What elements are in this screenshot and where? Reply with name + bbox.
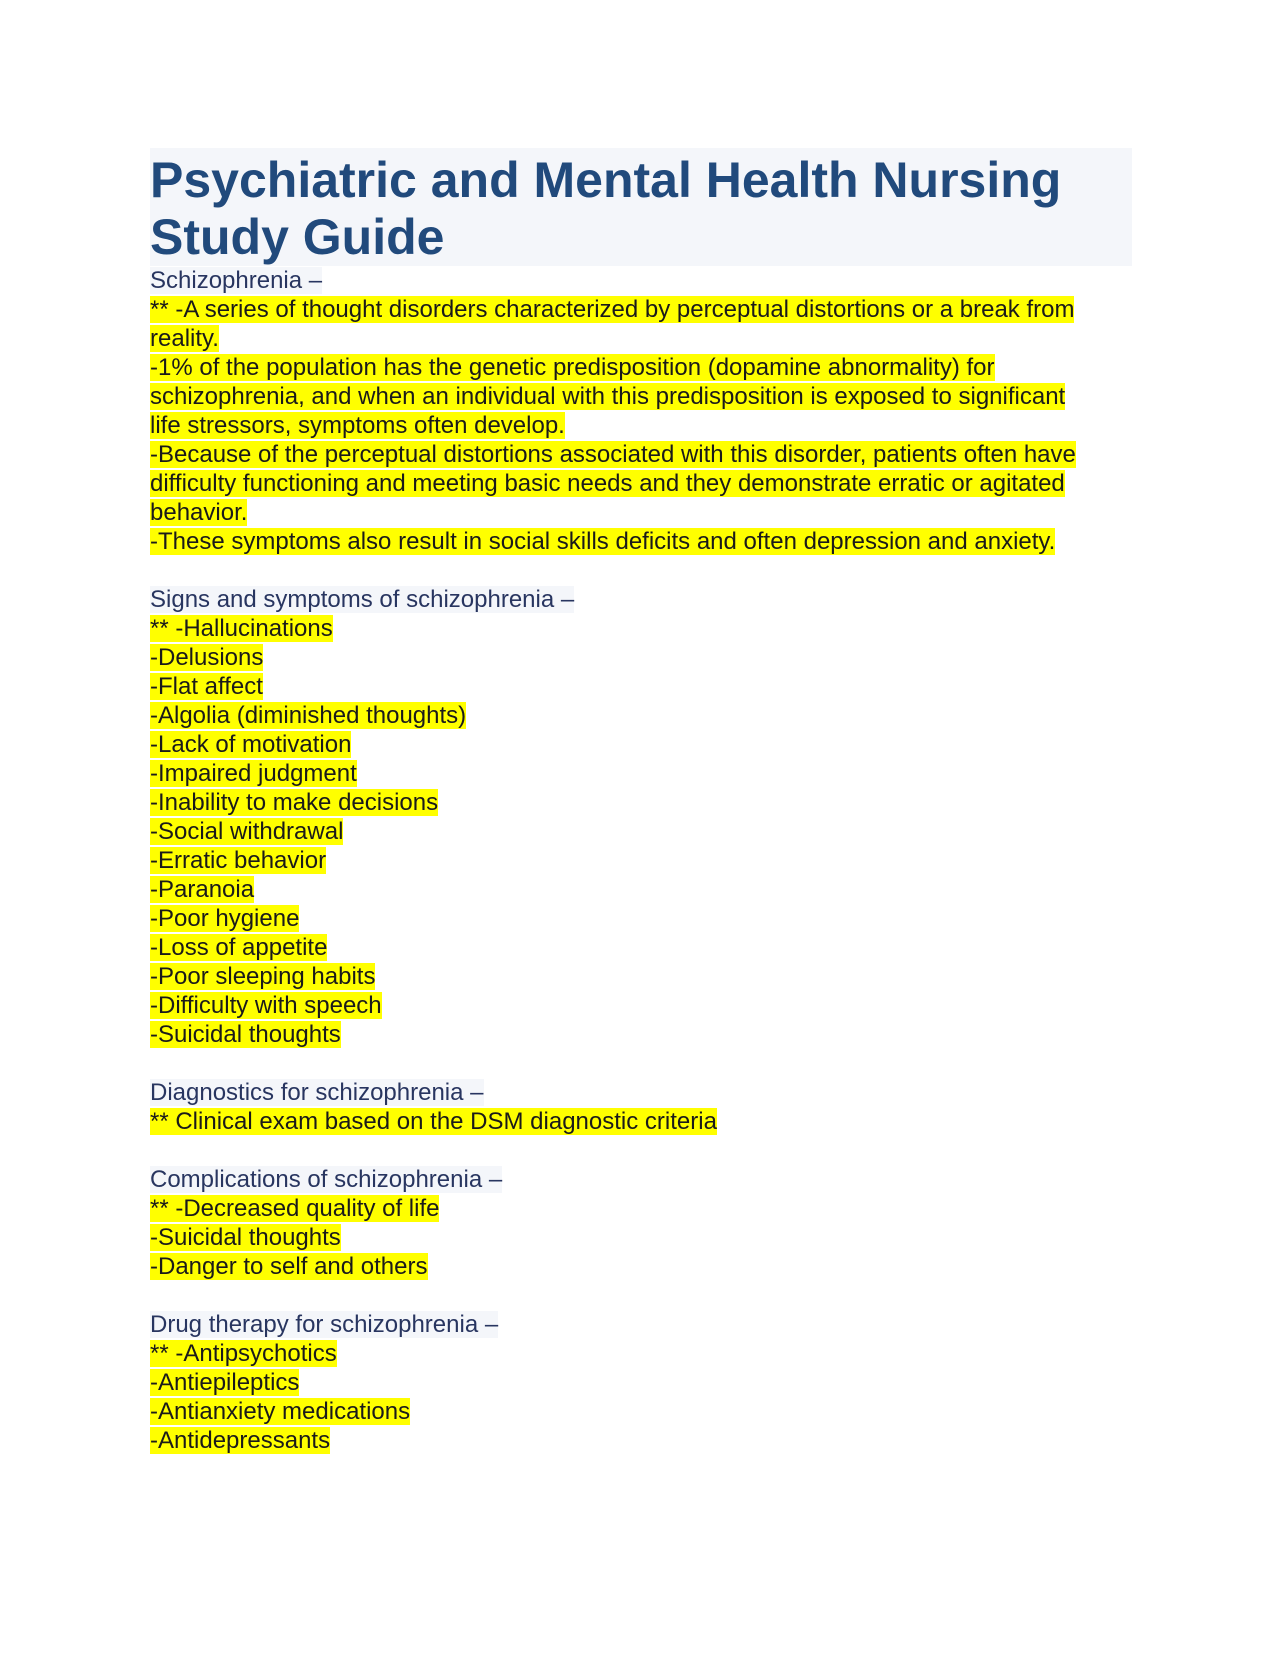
highlighted-line	[150, 817, 1132, 846]
document-page	[150, 148, 1132, 1455]
highlighted-line	[150, 904, 1132, 933]
section	[150, 1165, 1132, 1281]
highlighted-line	[150, 1107, 1132, 1136]
section	[150, 585, 1132, 1049]
highlighted-text: -Impaired judgment	[150, 760, 357, 787]
highlighted-text: -Suicidal thoughts	[150, 1224, 341, 1251]
highlighted-line	[150, 1223, 1132, 1252]
highlighted-text: ** -Hallucinations	[150, 615, 333, 642]
section	[150, 266, 1132, 556]
highlighted-line	[150, 1020, 1132, 1049]
highlighted-line	[150, 527, 1132, 556]
document-title	[150, 148, 1132, 266]
highlighted-text: ** Clinical exam based on the DSM diagnostic criteria	[150, 1108, 717, 1135]
highlighted-line	[150, 1368, 1132, 1397]
highlighted-line	[150, 1397, 1132, 1426]
highlighted-text: ** -Decreased quality of life	[150, 1195, 440, 1222]
section-heading	[150, 585, 1132, 614]
title-line-2: Study Guide	[150, 209, 445, 265]
highlighted-text: -Antidepressants	[150, 1427, 331, 1454]
highlighted-text: reality.	[150, 325, 219, 352]
title-line-1: Psychiatric and Mental Health Nursing	[150, 152, 1062, 208]
highlighted-text: -Flat affect	[150, 673, 263, 700]
highlighted-text: ** -A series of thought disorders characterized by perceptual distortions or a break from	[150, 296, 1075, 323]
highlighted-text: -Loss of appetite	[150, 934, 328, 961]
highlighted-line	[150, 672, 1132, 701]
document-body	[150, 266, 1132, 1455]
highlighted-text: schizophrenia, and when an individual with this predisposition is exposed to significant	[150, 383, 1066, 410]
section	[150, 1310, 1132, 1455]
highlighted-text: -Antiepileptics	[150, 1369, 300, 1396]
highlighted-line	[150, 382, 1132, 411]
highlighted-line	[150, 788, 1132, 817]
highlighted-text: -Lack of motivation	[150, 731, 352, 758]
highlighted-line	[150, 962, 1132, 991]
highlighted-text: -Suicidal thoughts	[150, 1021, 341, 1048]
highlighted-text: difficulty functioning and meeting basic needs and they demonstrate erratic or agitated	[150, 470, 1065, 497]
highlighted-line	[150, 411, 1132, 440]
highlighted-line	[150, 643, 1132, 672]
highlighted-text: -Algolia (diminished thoughts)	[150, 702, 467, 729]
highlighted-text: -Because of the perceptual distortions associated with this disorder, patients often have	[150, 441, 1076, 468]
highlighted-text: -Erratic behavior	[150, 847, 327, 874]
highlighted-text: -Danger to self and others	[150, 1253, 428, 1280]
highlighted-text: -Difficulty with speech	[150, 992, 382, 1019]
highlighted-text: behavior.	[150, 499, 248, 526]
highlighted-line	[150, 1252, 1132, 1281]
section-heading	[150, 1078, 1132, 1107]
section-heading	[150, 1310, 1132, 1339]
section-heading-text: Drug therapy for schizophrenia –	[150, 1311, 499, 1338]
highlighted-line	[150, 846, 1132, 875]
section-heading-text: Diagnostics for schizophrenia –	[150, 1079, 484, 1106]
highlighted-line	[150, 1194, 1132, 1223]
highlighted-line	[150, 295, 1132, 324]
highlighted-line	[150, 730, 1132, 759]
highlighted-text: -1% of the population has the genetic predisposition (dopamine abnormality) for	[150, 354, 995, 381]
highlighted-line	[150, 1426, 1132, 1455]
highlighted-line	[150, 875, 1132, 904]
highlighted-text: -These symptoms also result in social skills deficits and often depression and anxiety.	[150, 528, 1056, 555]
section	[150, 1078, 1132, 1136]
highlighted-line	[150, 1339, 1132, 1368]
highlighted-text: life stressors, symptoms often develop.	[150, 412, 565, 439]
highlighted-text: ** -Antipsychotics	[150, 1340, 337, 1367]
highlighted-text: -Antianxiety medications	[150, 1398, 411, 1425]
highlighted-line	[150, 469, 1132, 498]
section-heading-text: Complications of schizophrenia –	[150, 1166, 503, 1193]
highlighted-line	[150, 701, 1132, 730]
highlighted-line	[150, 440, 1132, 469]
highlighted-text: -Poor sleeping habits	[150, 963, 376, 990]
highlighted-text: -Paranoia	[150, 876, 255, 903]
highlighted-text: -Delusions	[150, 644, 264, 671]
section-heading-text: Signs and symptoms of schizophrenia –	[150, 586, 575, 613]
highlighted-line	[150, 614, 1132, 643]
highlighted-line	[150, 759, 1132, 788]
highlighted-line	[150, 991, 1132, 1020]
section-heading	[150, 1165, 1132, 1194]
highlighted-line	[150, 933, 1132, 962]
highlighted-text: -Social withdrawal	[150, 818, 344, 845]
highlighted-text: -Poor hygiene	[150, 905, 300, 932]
highlighted-line	[150, 324, 1132, 353]
highlighted-text: -Inability to make decisions	[150, 789, 439, 816]
highlighted-line	[150, 498, 1132, 527]
section-heading-text: Schizophrenia –	[150, 267, 323, 294]
highlighted-line	[150, 353, 1132, 382]
section-heading	[150, 266, 1132, 295]
